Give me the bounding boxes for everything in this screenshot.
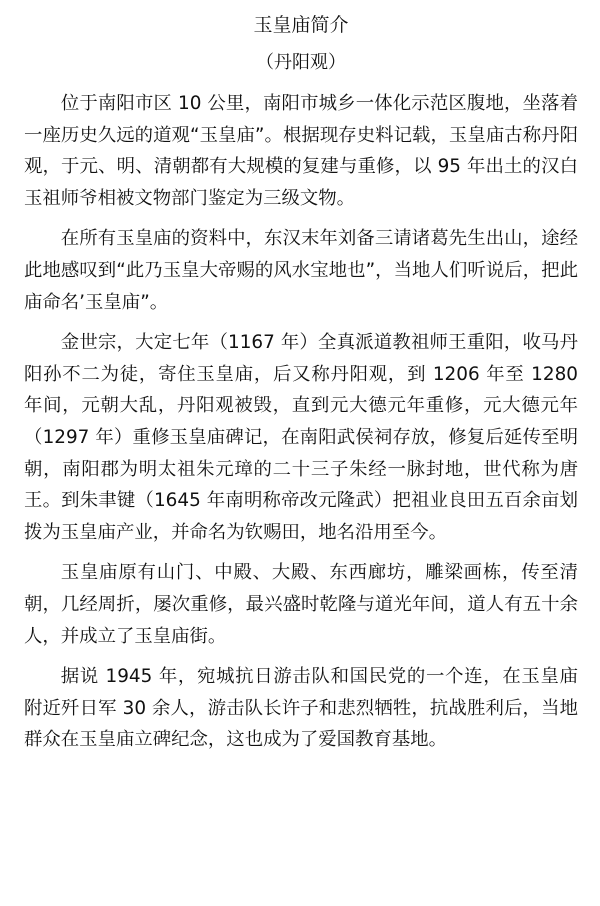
paragraph-war-memorial: 据说 1945 年，宛城抗日游击队和国民党的一个连，在玉皇庙附近歼日军 30 余人，游击队长许子和悲烈牺牲，抗战胜利后，当地群众在玉皇庙立碑纪念，这也成为了爱国教育基地。	[24, 666, 578, 751]
document-subtitle: （丹阳观）	[256, 52, 346, 73]
document-title: 玉皇庙简介	[253, 14, 349, 36]
paragraph-location: 位于南阳市区 10 公里，南阳市城乡一体化示范区腹地，坐落着一座历史久远的道观“玉皇庙”。根据现存史料记载，玉皇庙古称丹阳观，于元、明、清朝都有大规模的复建与重修，以 95 年出土的汉白玉祖师爷相被文物部门鉴定为三级文物。	[24, 93, 578, 209]
paragraph-architecture: 玉皇庙原有山门、中殿、大殿、东西廊坊，雕梁画栋，传至清朝，几经周折，屡次重修，最兴盛时乾隆与道光年间，道人有五十余人，并成立了玉皇庙街。	[24, 562, 578, 647]
paragraph-history: 金世宗，大定七年（1167 年）全真派道教祖师王重阳，收马丹阳孙不二为徒，寄住玉皇庙，后又称丹阳观，到 1206 年至 1280 年间，元朝大乱，丹阳观被毁，直到元大德元年重修，元大德元年（1297 年）重修玉皇庙碑记，在南阳武侯祠存放，修复后延传至明朝，南阳郡为明太祖朱元璋的二十三子朱经一脉封地，世代称为唐王。到朱聿键（1645 年南明称帝改元隆武）把祖业良田五百余亩划拨为玉皇庙产业，并命名为钦赐田，地名沿用至今。	[24, 332, 578, 543]
paragraph-name-origin: 在所有玉皇庙的资料中，东汉末年刘备三请诸葛先生出山，途经此地感叹到“此乃玉皇大帝赐的风水宝地也”，当地人们听说后，把此庙命名’玉皇庙”。	[24, 228, 578, 313]
